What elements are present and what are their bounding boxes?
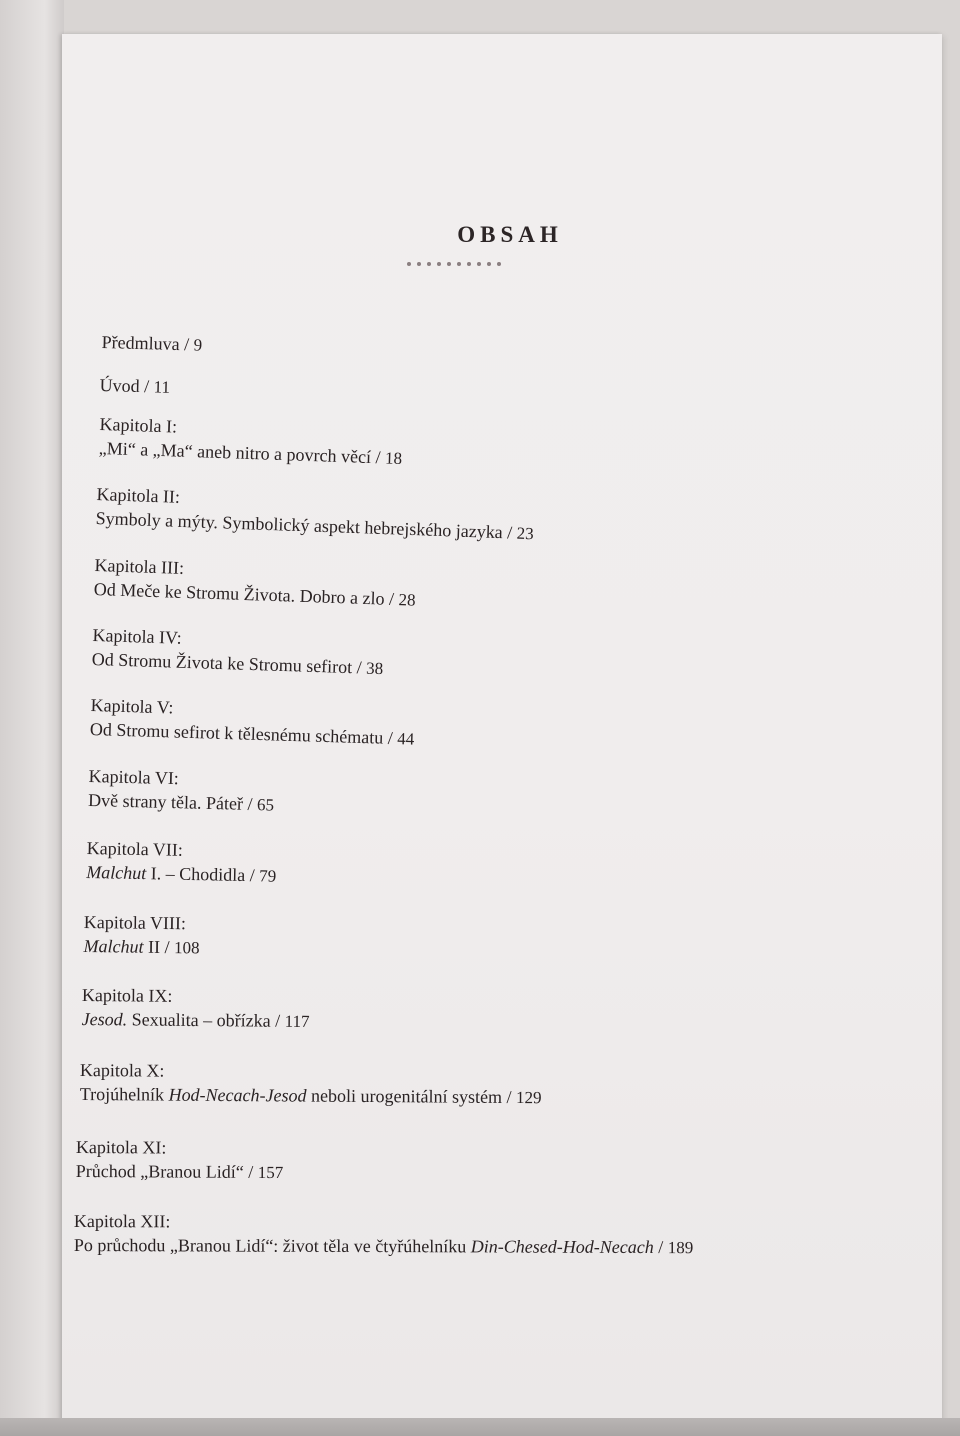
chapter-title-text: Předmluva (101, 331, 180, 355)
page-number: 129 (515, 1088, 542, 1108)
chapter-title: Po průchodu „Branou Lidí“: život těla ve čtyřúhelníku Din-Chesed-Hod-Necach / 189 (73, 1234, 694, 1258)
page-number: 11 (153, 377, 171, 397)
chapter-title: Trojúhelník Hod-Necach-Jesod neboli urogenitální systém / 129 (79, 1083, 542, 1108)
chapter-title-text: Od Stromu Života ke Stromu sefirot (91, 648, 353, 678)
toc-entry (90, 693, 416, 752)
page-number: 189 (667, 1238, 694, 1258)
page-number: 9 (193, 335, 203, 355)
page-number: 23 (516, 523, 535, 544)
chapter-title-italic: Din-Chesed-Hod-Necach (470, 1236, 654, 1258)
chapter-title-text: Dvě strany těla. Páteř (87, 789, 244, 814)
chapter-label: Kapitola III: (94, 554, 185, 578)
chapter-title-italic: Hod-Necach-Jesod (168, 1084, 307, 1106)
chapter-title-text: Trojúhelník (79, 1083, 169, 1105)
chapter-label: Kapitola X: (79, 1060, 165, 1081)
page-number: 117 (284, 1011, 310, 1031)
chapter-title-text: Průchod „Branou Lidí“ (75, 1160, 244, 1182)
chapter-title: Jesod. Sexualita – obřízka / 117 (81, 1008, 310, 1031)
chapter-title-text: Symboly a mýty. Symbolický aspekt hebrejského jazyka (95, 507, 504, 543)
chapter-title-text: „Mi“ a „Ma“ aneb nitro a povrch věcí (98, 437, 372, 468)
chapter-title: Od Stromu sefirot k tělesnému schématu / 44 (89, 718, 415, 749)
chapter-title-italic: Malchut (86, 861, 147, 884)
chapter-title-text: Sexualita – obřízka (127, 1009, 271, 1031)
page-number: 18 (384, 448, 403, 469)
chapter-title: Od Stromu Života ke Stromu sefirot / 38 (91, 648, 384, 679)
page-number: 157 (257, 1162, 284, 1183)
chapter-label: Kapitola II: (96, 483, 181, 507)
page-number: 28 (398, 590, 416, 610)
chapter-title-text: Úvod (99, 374, 140, 397)
chapter-title-text: Po průchodu „Branou Lidí“: život těla ve čtyřúhelníku (73, 1234, 471, 1257)
chapter-title: Předmluva / 9 (101, 331, 203, 355)
chapter-title-text: neboli urogenitální systém (306, 1085, 503, 1107)
toc-entry (95, 482, 535, 546)
chapter-label: Kapitola VII: (86, 837, 184, 860)
toc-entry (93, 553, 416, 613)
chapter-label: Kapitola IV: (92, 624, 183, 648)
facing-page-edge (0, 0, 64, 1436)
chapter-title: Průchod „Branou Lidí“ / 157 (75, 1160, 284, 1183)
chapter-title-text: Od Stromu sefirot k tělesnému schématu (89, 718, 384, 748)
chapter-label: Kapitola XII: (73, 1211, 171, 1232)
toc-entry (86, 836, 277, 889)
chapter-title-text: I. – Chodidla (146, 863, 246, 886)
chapter-label: Kapitola V: (90, 694, 174, 718)
page-title: OBSAH (457, 222, 563, 247)
page-number: 44 (396, 729, 415, 749)
chapter-label: Kapitola VI: (88, 765, 180, 789)
chapter-title: Malchut II / 108 (83, 935, 200, 958)
toc-entry (74, 1209, 694, 1260)
chapter-title: Symboly a mýty. Symbolický aspekt hebrejského jazyka / 23 (95, 507, 535, 544)
toc-entry (80, 1058, 542, 1110)
chapter-title-italic: Jesod. (81, 1008, 128, 1030)
book-page (62, 34, 942, 1422)
toc-entry (76, 1135, 284, 1185)
chapter-title: Úvod / 11 (99, 374, 171, 397)
chapter-label: Kapitola IX: (81, 984, 173, 1006)
page-number: 108 (173, 938, 200, 958)
toc-entry (101, 330, 202, 358)
toc-entry (83, 910, 200, 960)
toc-entry (98, 412, 403, 471)
chapter-title-text: Od Meče ke Stromu Života. Dobro a zlo (93, 578, 385, 609)
page-number: 65 (256, 795, 275, 815)
page-number: 38 (365, 658, 384, 679)
chapter-title-italic: Malchut (83, 935, 144, 957)
chapter-label: Kapitola XI: (75, 1137, 167, 1158)
chapter-label: Kapitola I: (99, 413, 178, 437)
chapter-title: Dvě strany těla. Páteř / 65 (87, 789, 275, 815)
page-bottom-shadow (0, 1418, 960, 1436)
chapter-title: Od Meče ke Stromu Života. Dobro a zlo / 28 (93, 578, 416, 610)
chapter-label: Kapitola VIII: (83, 911, 187, 934)
table-of-contents (62, 34, 942, 1422)
toc-entry (82, 983, 310, 1034)
chapter-title: „Mi“ a „Ma“ aneb nitro a povrch věcí / 18 (98, 437, 403, 469)
toc-entry (88, 764, 275, 818)
chapter-title: Malchut I. – Chodidla / 79 (86, 861, 277, 886)
chapter-title-text: II (143, 936, 161, 957)
toc-entry (91, 623, 384, 681)
toc-entry (99, 373, 170, 400)
page-number: 79 (259, 866, 277, 886)
